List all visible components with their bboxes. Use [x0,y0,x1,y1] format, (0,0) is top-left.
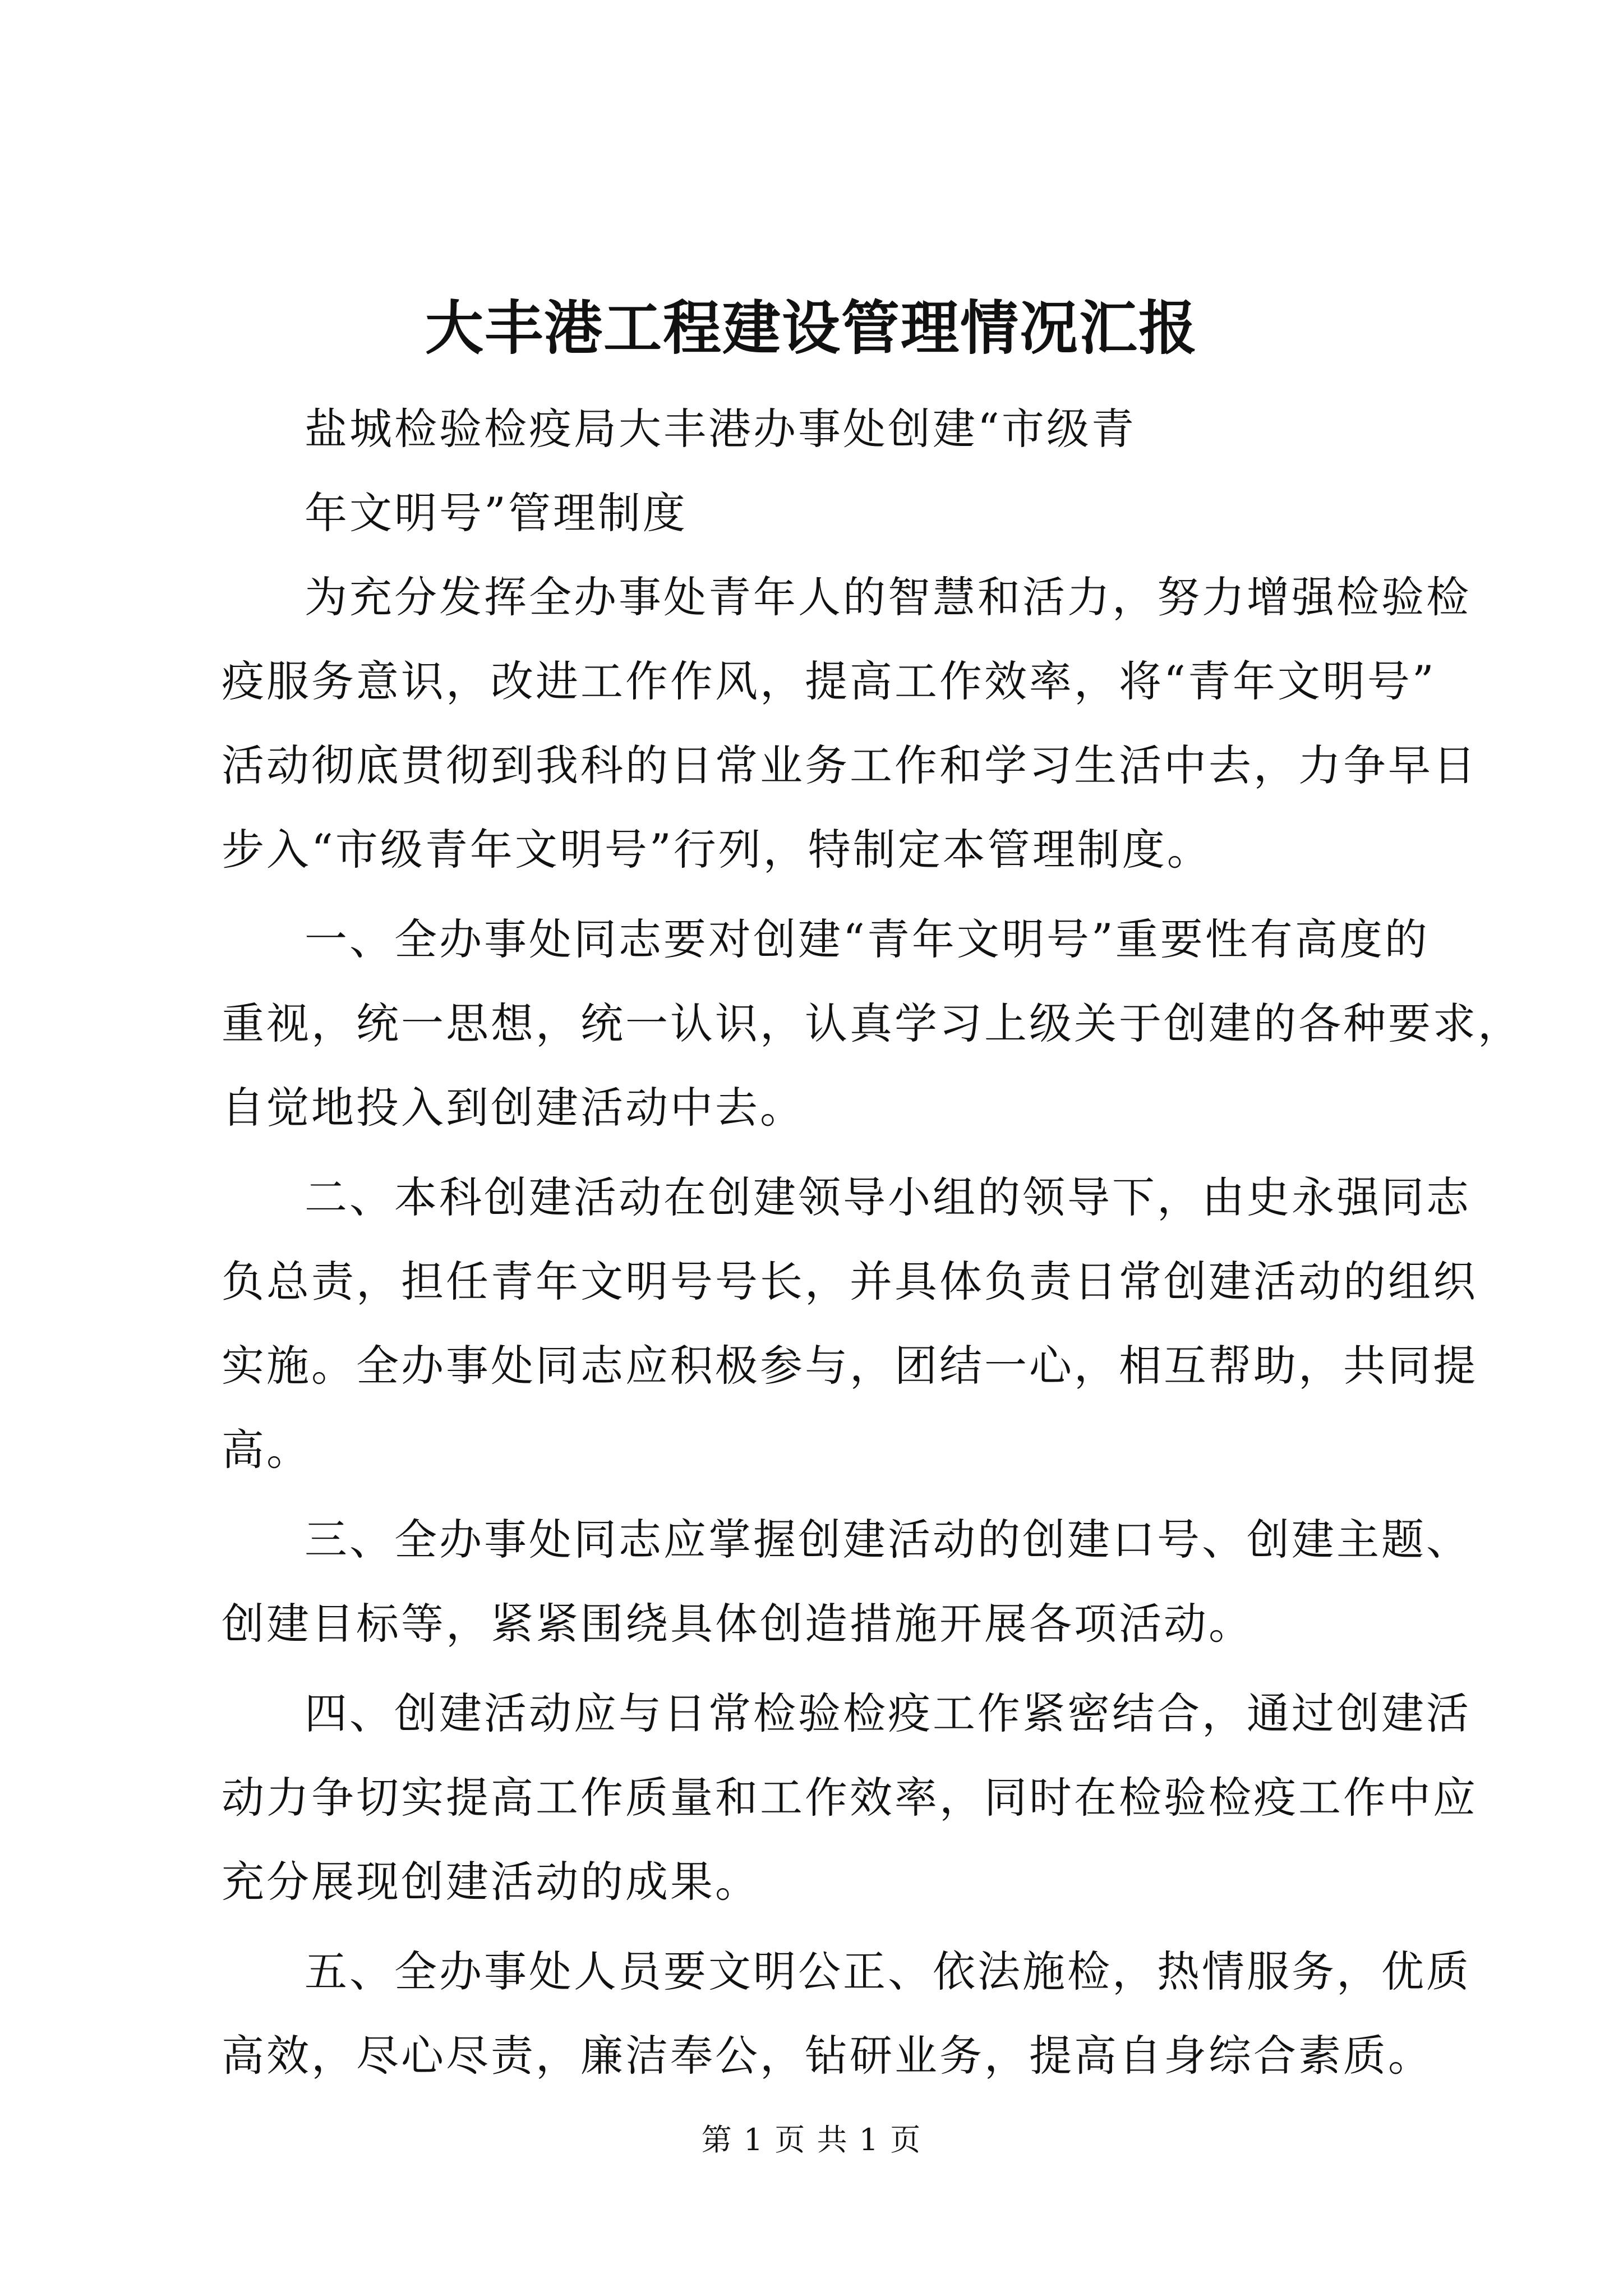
body-line: 为充分发挥全办事处青年人的智慧和活力，努力增强检验检 [305,572,1471,622]
document-body [222,387,1523,2098]
body-line: 二、本科创建活动在创建领导小组的领导下，由史永强同志 [305,1172,1471,1222]
body-line: 充分展现创建活动的成果。 [222,1857,760,1907]
body-line: 动力争切实提高工作质量和工作效率，同时在检验检疫工作中应 [222,1773,1478,1823]
body-line: 五、全办事处人员要文明公正、依法施检，热情服务，优质 [305,1947,1471,1996]
body-line: 自觉地投入到创建活动中去。 [222,1083,805,1133]
body-line: 四、创建活动应与日常检验检疫工作紧密结合，通过创建活 [305,1688,1471,1738]
body-line: 重视，统一思想，统一认识，认真学习上级关于创建的各种要求， [222,999,1523,1048]
body-line: 步入“市级青年文明号”行列，特制定本管理制度。 [222,825,1212,875]
body-line: 创建目标等，紧紧围绕具体创造措施开展各项活动。 [222,1599,1253,1649]
body-line: 负总责，担任青年文明号号长，并具体负责日常创建活动的组织 [222,1257,1478,1306]
body-line: 年文明号”管理制度 [305,488,688,538]
body-line: 盐城检验检疫局大丰港办事处创建“市级青 [305,404,1136,454]
body-line: 高效，尽心尽责，廉洁奉公，钻研业务，提高自身综合素质。 [222,2031,1433,2081]
body-line: 三、全办事处同志应掌握创建活动的创建口号、创建主题、 [305,1515,1471,1565]
body-line: 实施。全办事处同志应积极参与，团结一心，相互帮助，共同提 [222,1341,1478,1391]
body-line: 一、全办事处同志要对创建“青年文明号”重要性有高度的 [305,914,1430,964]
body-line: 活动彻底贯彻到我科的日常业务工作和学习生活中去，力争早日 [222,740,1478,790]
document-title: 大丰港工程建设管理情况汇报 [425,293,1198,362]
body-line: 疫服务意识，改进工作作风，提高工作效率，将“青年文明号” [222,656,1436,706]
page-footer: 第 1 页 共 1 页 [701,2122,922,2157]
body-line: 高。 [222,1425,311,1475]
